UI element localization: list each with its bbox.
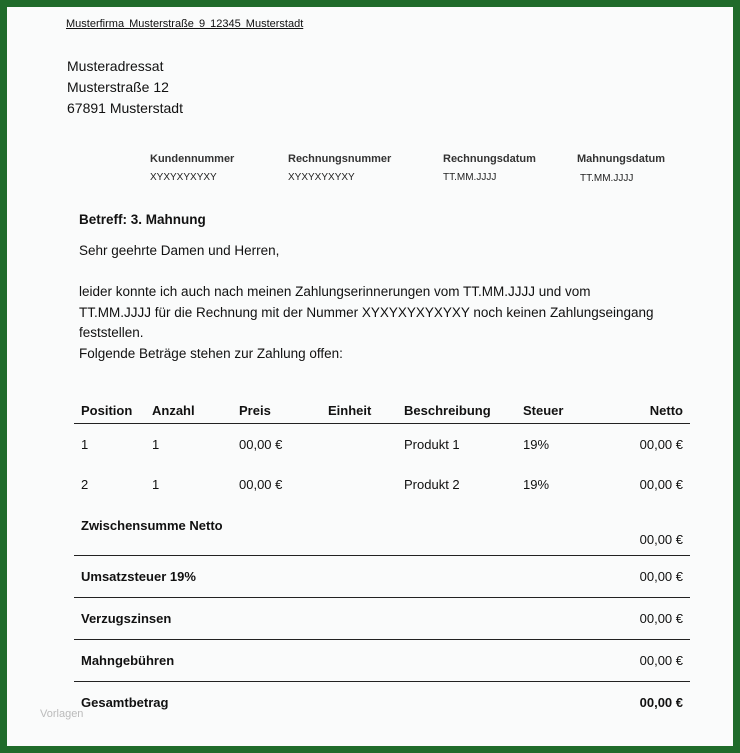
interest-value: 00,00 € [639, 611, 683, 626]
col-header-position: Position [74, 399, 145, 424]
recipient-street: Musterstraße 12 [67, 79, 169, 95]
invoice-number-value: XYXYXYXYXY [288, 172, 355, 183]
cell-quantity: 1 [152, 437, 160, 452]
recipient-city: 67891 Musterstadt [67, 100, 183, 116]
sender-line: Musterfirma Musterstraße 9 12345 Musterstadt [66, 18, 304, 30]
vat-value: 00,00 € [639, 569, 683, 584]
fees-value: 00,00 € [639, 653, 683, 668]
cell-unit [321, 464, 397, 504]
table-row [74, 464, 690, 504]
cell-position: 2 [81, 477, 89, 492]
col-header-unit: Einheit [321, 399, 397, 424]
subtotal-label: Zwischensumme Netto [81, 518, 223, 533]
col-header-price: Preis [232, 399, 321, 424]
cell-quantity: 1 [152, 477, 160, 492]
col-header-quantity: Anzahl [145, 399, 232, 424]
items-table [74, 399, 690, 504]
paragraph-line-4: Folgende Beträge stehen zur Zahlung offen: [79, 346, 343, 361]
invoice-date-value: TT.MM.JJJJ [443, 172, 497, 183]
total-label: Gesamtbetrag [81, 695, 169, 710]
interest-row [74, 598, 690, 640]
col-header-description: Beschreibung [397, 399, 516, 424]
cell-unit [321, 424, 397, 465]
vat-row [74, 556, 690, 598]
cell-price: 00,00 € [239, 437, 283, 452]
subtotal-value: 00,00 € [639, 532, 683, 547]
total-row [74, 682, 690, 723]
col-header-net: Netto [601, 399, 690, 424]
reminder-date-value: TT.MM.JJJJ [580, 173, 634, 184]
invoice-sheet [7, 7, 733, 746]
customer-number-label: Kundennummer [150, 153, 235, 165]
customer-number-value: XYXYXYXYXY [150, 172, 217, 183]
cell-position: 1 [81, 437, 89, 452]
col-header-tax: Steuer [516, 399, 601, 424]
fees-label: Mahngebühren [81, 653, 175, 668]
vat-label: Umsatzsteuer 19% [81, 569, 196, 584]
reminder-date-label: Mahnungsdatum [577, 153, 665, 165]
paragraph-line-3: feststellen. [79, 325, 144, 340]
cell-description: Produkt 2 [404, 477, 460, 492]
table-header-row [74, 399, 690, 424]
invoice-date-label: Rechnungsdatum [443, 153, 536, 165]
fees-row [74, 640, 690, 682]
total-value: 00,00 € [639, 695, 683, 710]
subtotal-row [74, 512, 690, 556]
cell-net: 00,00 € [639, 477, 683, 492]
cell-price: 00,00 € [239, 477, 283, 492]
recipient-name: Musteradressat [67, 58, 164, 74]
subject-line: Betreff: 3. Mahnung [79, 212, 206, 227]
cell-net: 00,00 € [639, 437, 683, 452]
interest-label: Verzugszinsen [81, 611, 172, 626]
salutation: Sehr geehrte Damen und Herren, [79, 243, 280, 258]
cell-description: Produkt 1 [404, 437, 460, 452]
paragraph-line-1: leider konnte ich auch nach meinen Zahlungserinnerungen vom TT.MM.JJJJ und vom [79, 284, 591, 299]
watermark: Vorlagen [40, 708, 84, 720]
cell-tax: 19% [523, 437, 550, 452]
paragraph-line-2: TT.MM.JJJJ für die Rechnung mit der Nummer XYXYXYXYXYXY noch keinen Zahlungseingang [79, 305, 654, 320]
invoice-number-label: Rechnungsnummer [288, 153, 392, 165]
table-row [74, 424, 690, 465]
cell-tax: 19% [523, 477, 550, 492]
